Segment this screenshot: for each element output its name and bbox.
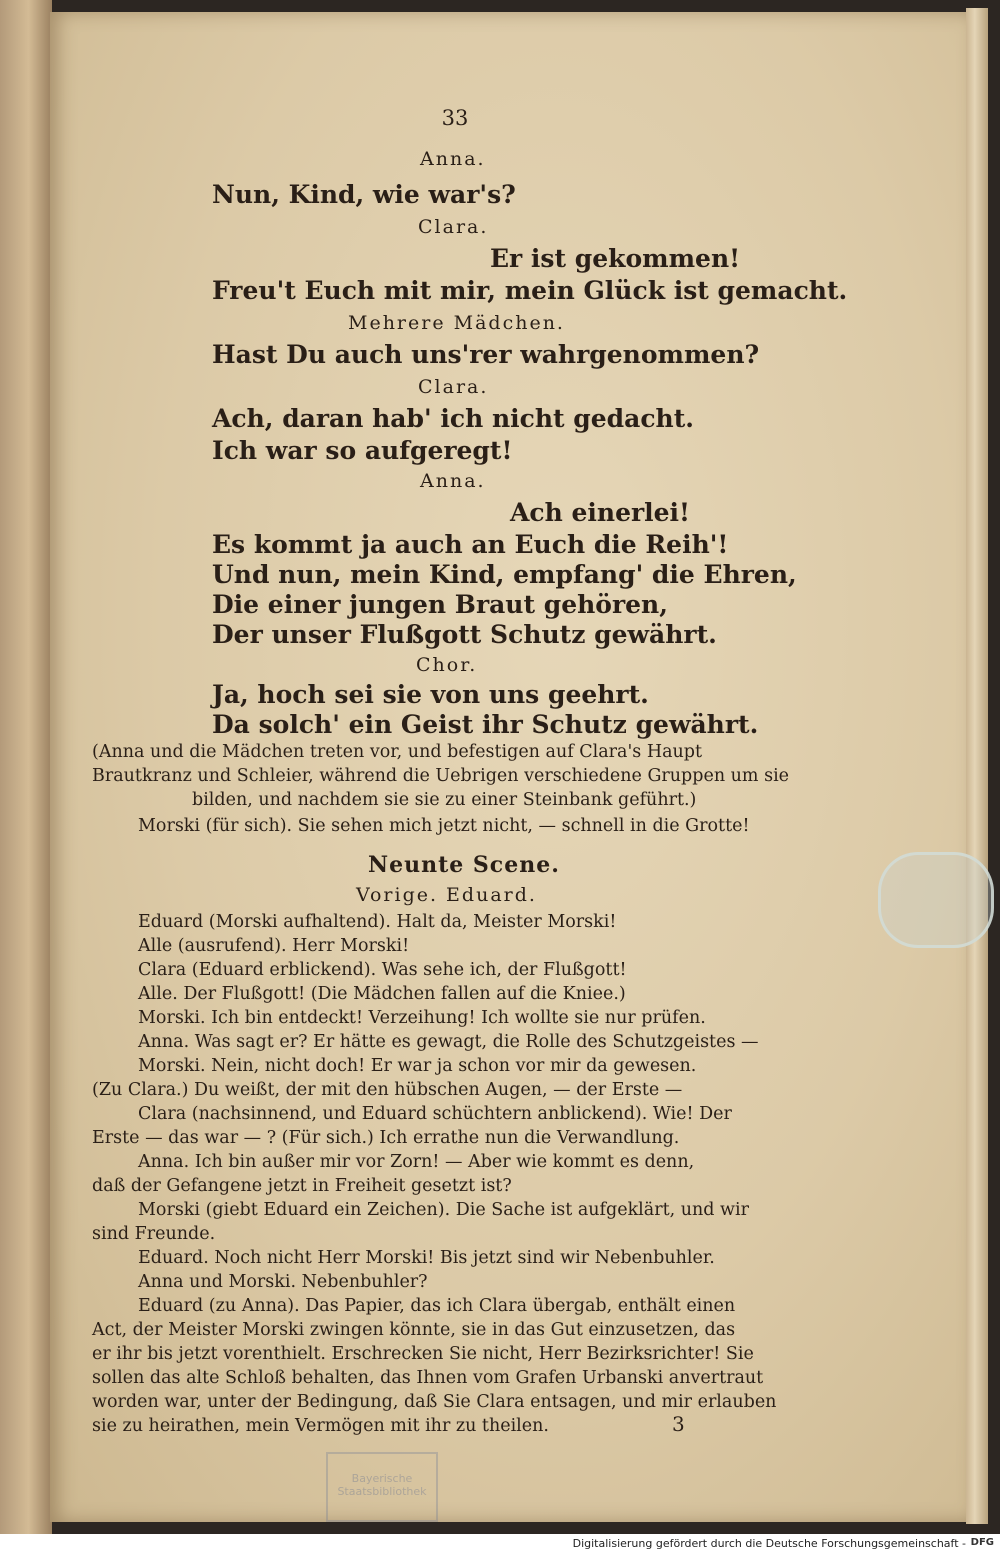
line-39: sind Freunde. xyxy=(92,1224,216,1244)
line-27: Alle (ausrufend). Herr Morski! xyxy=(138,936,410,956)
line-47: sie zu heirathen, mein Vermögen mit ihr zu theilen. xyxy=(92,1416,549,1436)
line-22: bilden, und nachdem sie sie zu einer Steinbank geführt.) xyxy=(192,790,697,810)
line-35: Erste — das war — ? (Für sich.) Ich errathe nun die Verwandlung. xyxy=(92,1128,680,1148)
line-42: Eduard (zu Anna). Das Papier, das ich Clara übergab, enthält einen xyxy=(138,1296,736,1316)
line-17: Chor. xyxy=(416,654,478,676)
line-34: Clara (nachsinnend, und Eduard schüchtern anblickend). Wie! Der xyxy=(138,1104,732,1124)
line-20: (Anna und die Mädchen treten vor, und befestigen auf Clara's Haupt xyxy=(92,742,703,762)
line-05: Freu't Euch mit mir, mein Glück ist gemacht. xyxy=(212,276,848,305)
line-09: Ach, daran hab' ich nicht gedacht. xyxy=(212,404,694,433)
line-06: Mehrere Mädchen. xyxy=(348,312,565,334)
line-29: Alle. Der Flußgott! (Die Mädchen fallen auf die Kniee.) xyxy=(138,984,626,1004)
line-25: Vorige. Eduard. xyxy=(356,884,537,906)
line-18: Ja, hoch sei sie von uns geehrt. xyxy=(212,680,649,709)
line-30: Morski. Ich bin entdeckt! Verzeihung! Ich wollte sie nur prüfen. xyxy=(138,1008,706,1028)
line-08: Clara. xyxy=(418,376,489,398)
line-10: Ich war so aufgeregt! xyxy=(212,436,513,465)
line-40: Eduard. Noch nicht Herr Morski! Bis jetzt sind wir Nebenbuhler. xyxy=(138,1248,715,1268)
scene-title: Neunte Scene. xyxy=(368,852,560,878)
line-19: Da solch' ein Geist ihr Schutz gewährt. xyxy=(212,710,759,739)
line-37: daß der Gefangene jetzt in Freiheit gesetzt ist? xyxy=(92,1176,512,1196)
line-15: Die einer jungen Braut gehören, xyxy=(212,590,668,619)
dfg-logo: DFG xyxy=(970,1537,994,1548)
line-03: Clara. xyxy=(418,216,489,238)
line-16: Der unser Flußgott Schutz gewährt. xyxy=(212,620,717,649)
line-38: Morski (giebt Eduard ein Zeichen). Die Sache ist aufgeklärt, und wir xyxy=(138,1200,749,1220)
line-33: (Zu Clara.) Du weißt, der mit den hübschen Augen, — der Erste — xyxy=(92,1080,683,1100)
page-number: 33 xyxy=(441,106,469,130)
line-23: Morski (für sich). Sie sehen mich jetzt nicht, — schnell in die Grotte! xyxy=(138,816,750,836)
line-04: Er ist gekommen! xyxy=(490,244,741,273)
line-26: Eduard (Morski aufhaltend). Halt da, Meister Morski! xyxy=(138,912,617,932)
line-01: Anna. xyxy=(420,148,486,170)
line-44: er ihr bis jetzt vorenthielt. Erschrecken Sie nicht, Herr Bezirksrichter! Sie xyxy=(92,1344,754,1364)
line-41: Anna und Morski. Nebenbuhler? xyxy=(138,1272,428,1292)
line-43: Act, der Meister Morski zwingen könnte, sie in das Gut einzusetzen, das xyxy=(92,1320,736,1340)
line-36: Anna. Ich bin außer mir vor Zorn! — Aber wie kommt es denn, xyxy=(138,1152,695,1172)
line-11: Anna. xyxy=(420,470,486,492)
line-46: worden war, unter der Bedingung, daß Sie Clara entsagen, und mir erlauben xyxy=(92,1392,777,1412)
funding-credit: Digitalisierung gefördert durch die Deutsche Forschungsgemeinschaft - xyxy=(572,1537,966,1550)
line-31: Anna. Was sagt er? Er hätte es gewagt, die Rolle des Schutzgeistes — xyxy=(138,1032,759,1052)
line-12: Ach einerlei! xyxy=(510,498,691,527)
line-14: Und nun, mein Kind, empfang' die Ehren, xyxy=(212,560,797,589)
line-21: Brautkranz und Schleier, während die Uebrigen verschiedene Gruppen um sie xyxy=(92,766,790,786)
line-32: Morski. Nein, nicht doch! Er war ja schon vor mir da gewesen. xyxy=(138,1056,697,1076)
line-45: sollen das alte Schloß behalten, das Ihnen vom Grafen Urbanski anvertraut xyxy=(92,1368,764,1388)
line-13: Es kommt ja auch an Euch die Reih'! xyxy=(212,530,729,559)
signature-mark: 3 xyxy=(672,1412,685,1436)
library-stamp: Bayerische Staatsbibliothek xyxy=(326,1452,438,1522)
line-28: Clara (Eduard erblickend). Was sehe ich, der Flußgott! xyxy=(138,960,627,980)
line-07: Hast Du auch uns'rer wahrgenommen? xyxy=(212,340,760,369)
line-02: Nun, Kind, wie war's? xyxy=(212,180,516,209)
